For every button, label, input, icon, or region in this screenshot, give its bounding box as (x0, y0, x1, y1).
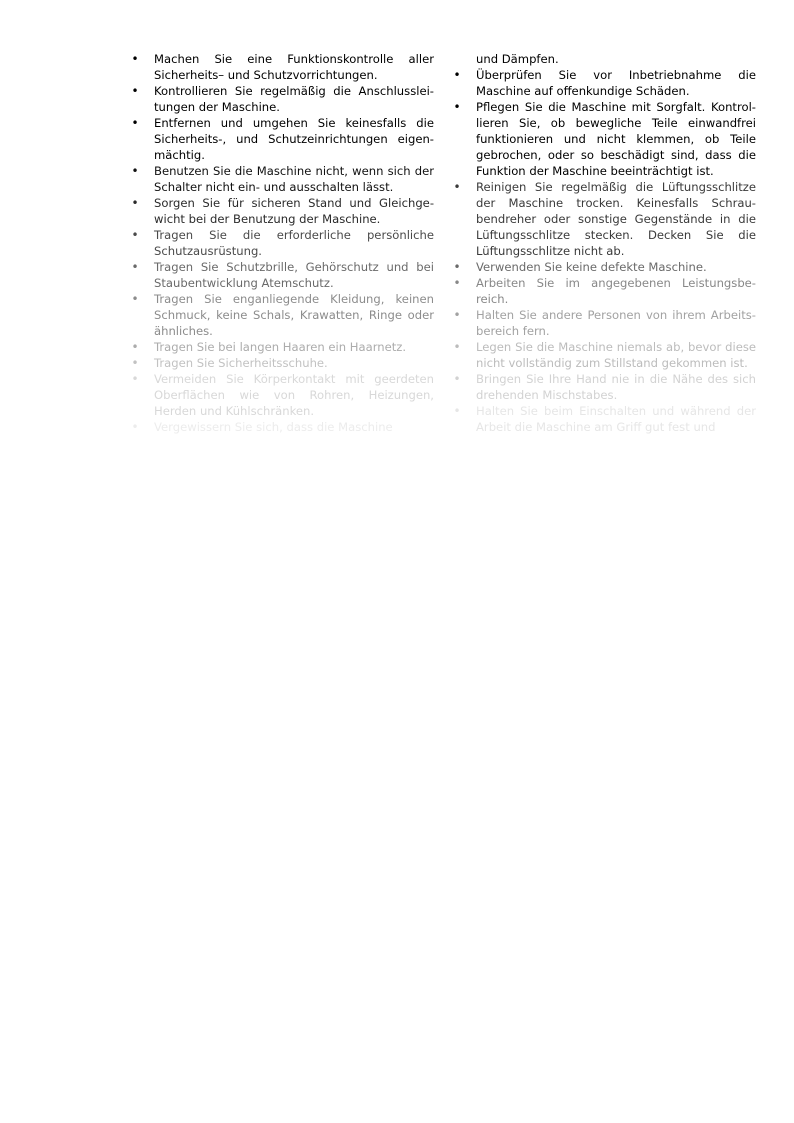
list-item-text: Pflegen Sie die Maschine mit Sorgfalt. Kontrol-lieren Sie, ob bewegliche Teile einwandfrei funktionieren und nicht klemmen, ob Teile gebrochen, oder so beschädigt sind, dass die Funktion der Maschine beeinträchtigt ist. (476, 100, 756, 178)
list-item (131, 163, 434, 195)
bullet-icon: • (131, 196, 139, 210)
list-item (131, 51, 434, 83)
list-item (453, 403, 756, 435)
list-item (453, 259, 756, 275)
bullet-icon: • (131, 84, 139, 98)
list-item-text: Arbeiten Sie im angegebenen Leistungsbe-reich. (476, 276, 756, 306)
list-item (131, 291, 434, 339)
list-item (131, 259, 434, 291)
list-item (453, 67, 756, 99)
list-item (131, 227, 434, 259)
list-item-text: Sorgen Sie für sicheren Stand und Gleichge-wicht bei der Benutzung der Maschine. (154, 196, 434, 226)
bullet-icon: • (453, 308, 461, 322)
list-item (131, 115, 434, 163)
list-item-text: Legen Sie die Maschine niemals ab, bevor diese nicht vollständig zum Stillstand gekommen ist. (476, 340, 756, 370)
bullet-icon: • (453, 404, 461, 418)
bullet-icon: • (131, 116, 139, 130)
bullet-icon: • (453, 68, 461, 82)
list-item-text: Bringen Sie Ihre Hand nie in die Nähe des sich drehenden Mischstabes. (476, 372, 756, 402)
list-item-text: Halten Sie beim Einschalten und während der Arbeit die Maschine am Griff gut fest und (476, 404, 756, 434)
list-item-text: Benutzen Sie die Maschine nicht, wenn sich der Schalter nicht ein- und ausschalten lässt. (154, 164, 434, 194)
list-item (131, 355, 434, 371)
list-item-text: Kontrollieren Sie regelmäßig die Anschlusslei-tungen der Maschine. (154, 84, 434, 114)
list-item-text: Tragen Sie bei langen Haaren ein Haarnetz. (154, 340, 407, 354)
bullet-icon: • (453, 276, 461, 290)
list-item-text: Halten Sie andere Personen von ihrem Arbeits-bereich fern. (476, 308, 756, 338)
list-item (131, 83, 434, 115)
list-item-text: Machen Sie eine Funktionskontrolle aller Sicherheits– und Schutzvorrichtungen. (154, 52, 434, 82)
list-item (476, 51, 756, 67)
list-item (453, 339, 756, 371)
bullet-icon: • (131, 372, 139, 386)
bullet-icon: • (131, 52, 139, 66)
bullet-icon: • (453, 180, 461, 194)
bullet-icon: • (453, 100, 461, 114)
list-item-text: Verwenden Sie keine defekte Maschine. (476, 260, 707, 274)
list-item (453, 99, 756, 179)
bullet-icon: • (453, 260, 461, 274)
bullet-icon: • (131, 260, 139, 274)
list-item (131, 195, 434, 227)
list-item-text: Überprüfen Sie vor Inbetriebnahme die Maschine auf offenkundige Schäden. (476, 68, 756, 98)
bullet-icon: • (131, 164, 139, 178)
list-item (131, 339, 434, 355)
list-item-text: Entfernen und umgehen Sie keinesfalls die Sicherheits-, und Schutzeinrichtungen eigen-mächtig. (154, 116, 434, 162)
list-item-text: Vermeiden Sie Körperkontakt mit geerdeten Oberflächen wie von Rohren, Heizungen, Herden und Kühlschränken. (154, 372, 434, 418)
list-item-text: Tragen Sie die erforderliche persönliche Schutzausrüstung. (154, 228, 434, 258)
list-item (453, 179, 756, 259)
list-item-text: Tragen Sie enganliegende Kleidung, keinen Schmuck, keine Schals, Krawatten, Ringe oder ähnliches. (154, 292, 434, 338)
list-item (453, 371, 756, 403)
list-item-text: Reinigen Sie regelmäßig die Lüftungsschlitze der Maschine trocken. Keinesfalls Schrau-bendreher oder sonstige Gegenstände in die Lüftungsschlitze stecken. Decken Sie die Lüftungsschlitze nicht ab. (476, 180, 756, 258)
bullet-icon: • (131, 420, 139, 434)
bullet-icon: • (131, 228, 139, 242)
bullet-icon: • (131, 340, 139, 354)
list-item (453, 275, 756, 307)
list-item (453, 307, 756, 339)
bullet-icon: • (131, 356, 139, 370)
list-item (131, 371, 434, 419)
bullet-icon: • (131, 292, 139, 306)
list-item-text: Tragen Sie Schutzbrille, Gehörschutz und bei Staubentwicklung Atemschutz. (154, 260, 434, 290)
right-column (453, 51, 756, 435)
bullet-icon: • (453, 340, 461, 354)
bullet-icon: • (453, 372, 461, 386)
list-item (131, 419, 434, 435)
list-item-text: Vergewissern Sie sich, dass die Maschine (154, 420, 393, 434)
list-item-text: Tragen Sie Sicherheitsschuhe. (154, 356, 328, 370)
list-item-text: und Dämpfen. (476, 52, 559, 66)
left-column (131, 51, 434, 435)
